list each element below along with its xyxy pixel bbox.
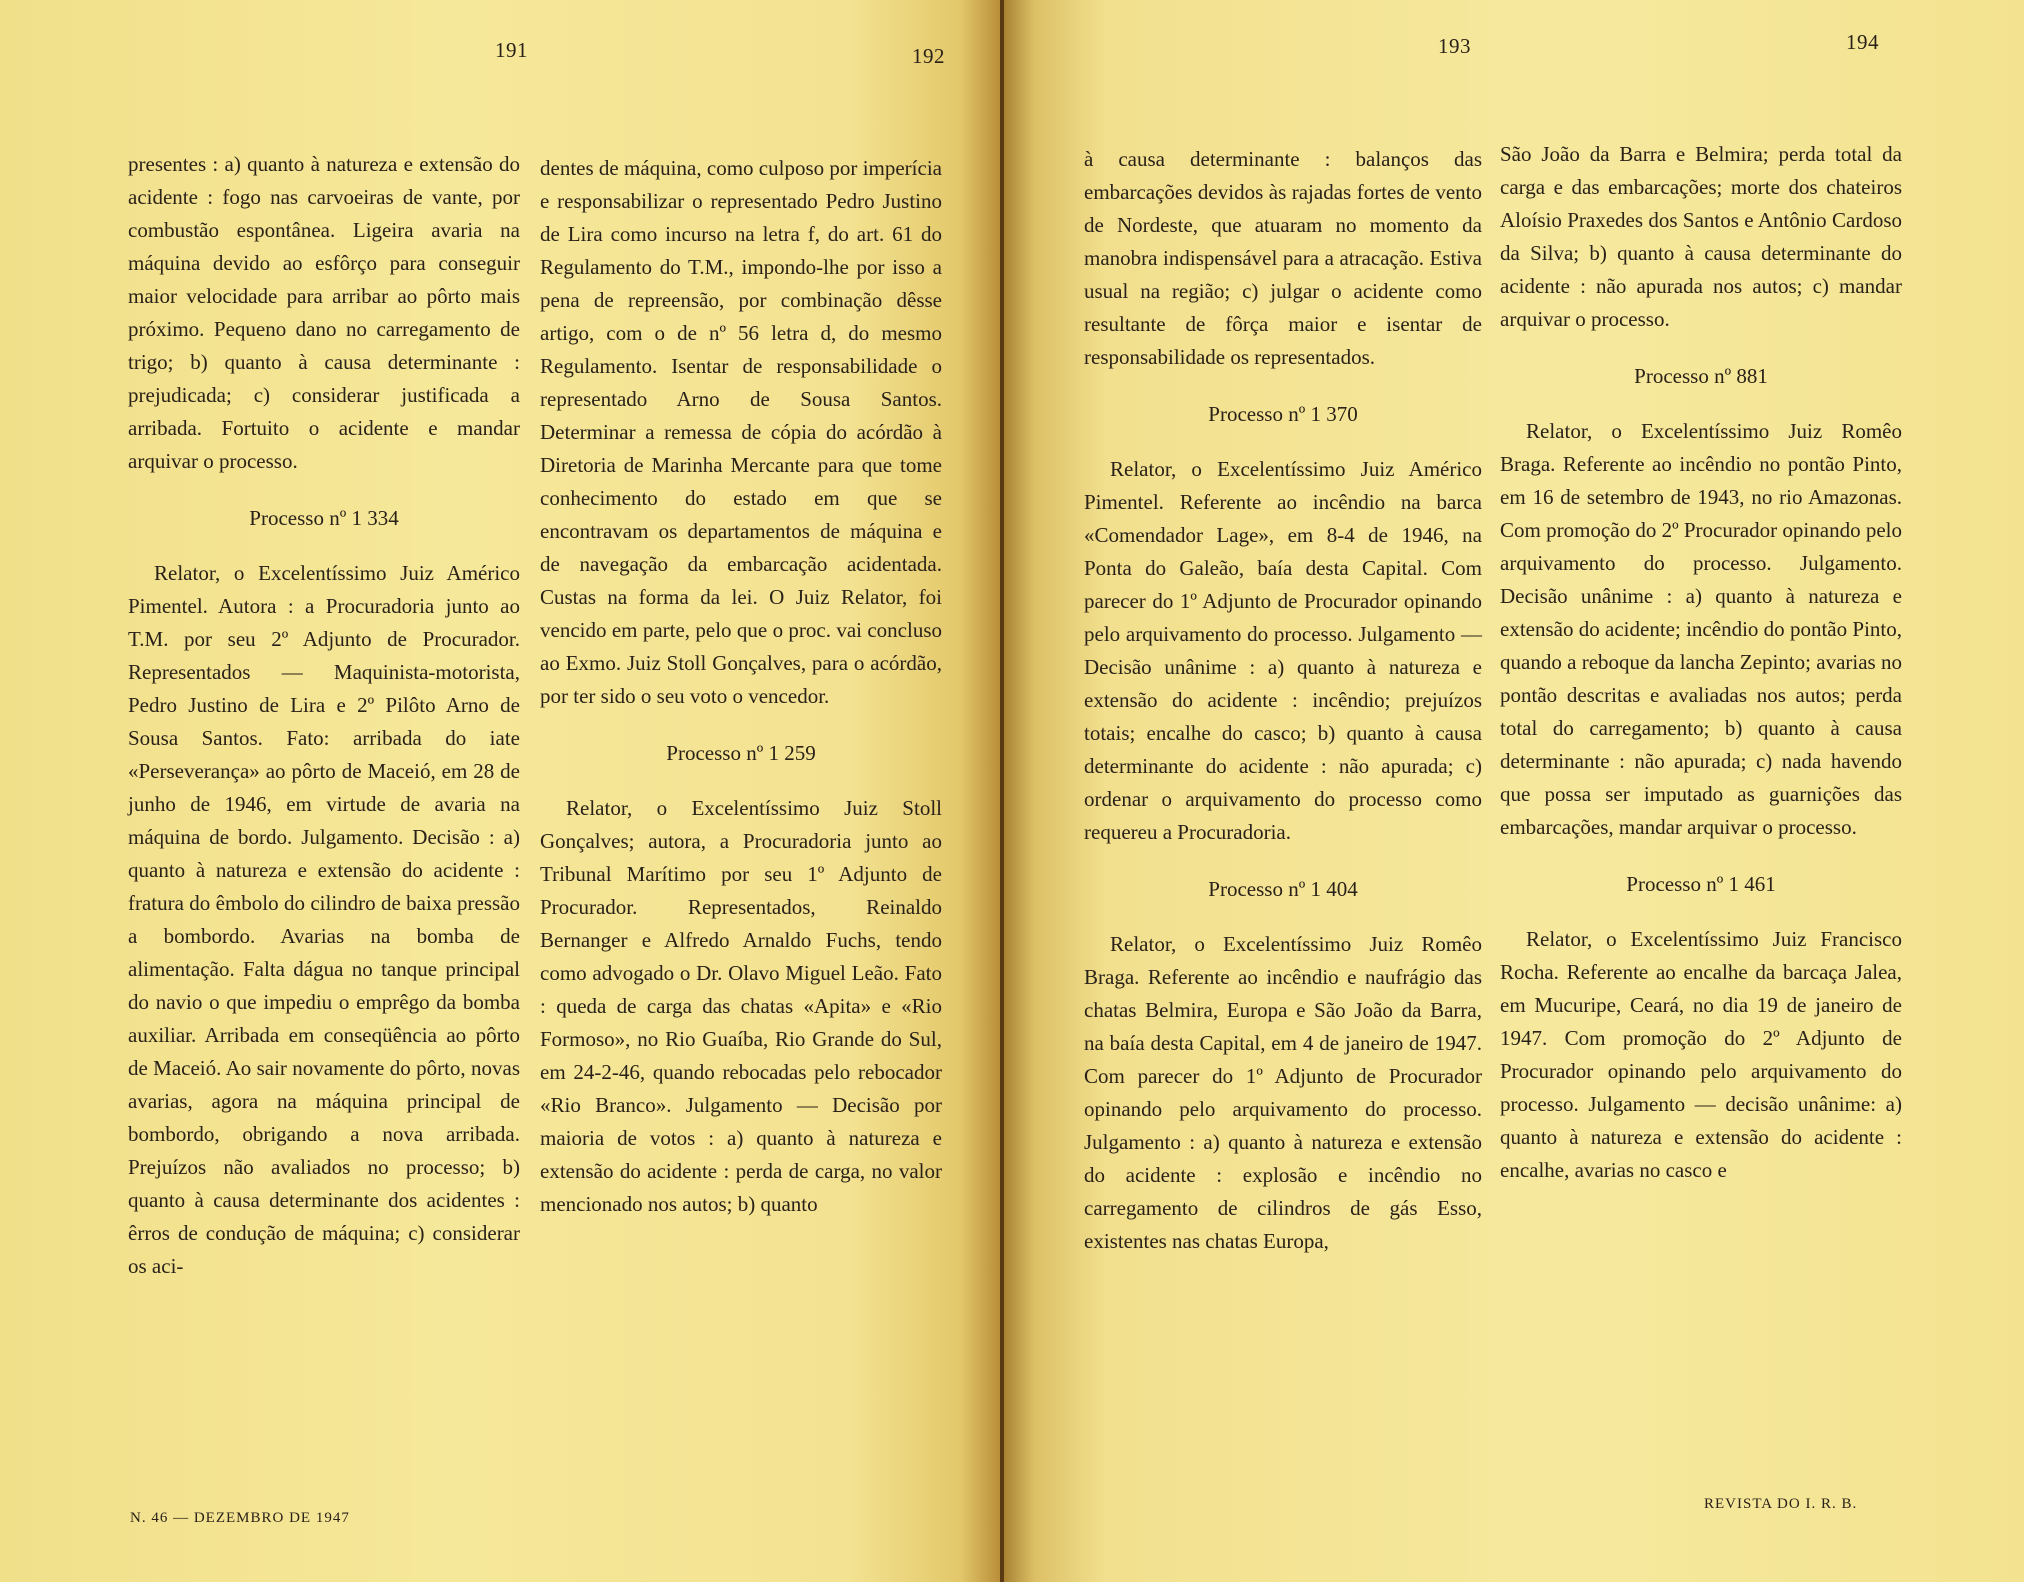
left-page xyxy=(0,0,1000,1582)
paragraph-continuation: à causa determinante : balanços das embarcações devidos às rajadas fortes de vento de Nordeste, que atuaram no momento da manobra indispensável para a atracação. Estiva usual na região; c) julgar o acidente como resultante de fôrça maior e isentar de responsabilidade os representados. xyxy=(1084,147,1482,369)
paragraph-intro: presentes : a) quanto à natureza e extensão do acidente : fogo nas carvoeiras de vante, por combustão espontânea. Ligeira avaria na máquina devido ao esfôrço para conseguir maior velocidade para arribar ao pôrto mais próximo. Pequeno dano no carregamento de trigo; b) quanto à causa determinante : prejudicada; c) considerar justificada a arribada. Fortuito o acidente e mandar arquivar o processo. xyxy=(128,152,520,473)
paragraph-processo-1259: Relator, o Excelentíssimo Juiz Stoll Gonçalves; autora, a Procuradoria junto ao Tribunal Marítimo por seu 1º Adjunto de Procurador. Representados, Reinaldo Bernanger e Alfredo Arnaldo Fuchs, tendo como advogado o Dr. Olavo Miguel Leão. Fato : queda de carga das chatas «Apita» e «Rio Formoso», no Rio Guaíba, Rio Grande do Sul, em 24-2-46, quando rebocadas pelo rebocador «Rio Branco». Julgamento — Decisão por maioria de votos : a) quanto à natureza e extensão do acidente : perda de carga, no valor mencionado nos autos; b) quanto xyxy=(540,796,942,1216)
heading-processo-1370: Processo nº 1 370 xyxy=(1208,402,1358,426)
paragraph-continuation: dentes de máquina, como culposo por imperícia e responsabilizar o representado Pedro Justino de Lira como incurso na letra f, do art. 61 do Regulamento do T.M., impondo-lhe por isso a pena de repreensão, por combinação dêsse artigo, com o de nº 56 letra d, do mesmo Regulamento. Isentar de responsabilidade o representado Arno de Sousa Santos. Determinar a remessa de cópia do acórdão à Diretoria de Marinha Mercante para que tome conhecimento do estado em que se encontravam os departamentos de máquina e de navegação da embarcação acidentada. Custas na forma da lei. O Juiz Relator, foi vencido em parte, pelo que o proc. vai concluso ao Exmo. Juiz Stoll Gonçalves, para o acórdão, por ter sido o seu voto o vencedor. xyxy=(540,156,942,708)
page-number-192: 192 xyxy=(912,44,945,68)
heading-processo-1334: Processo nº 1 334 xyxy=(249,506,399,530)
paragraph-processo-1370: Relator, o Excelentíssimo Juiz Américo Pimentel. Referente ao incêndio na barca «Comendador Lage», em 8-4 de 1946, na Ponta do Galeão, baía desta Capital. Com parecer do 1º Adjunto de Procurador opinando pelo arquivamento do processo. Julgamento — Decisão unânime : a) quanto à natureza e extensão do acidente : incêndio; prejuízos totais; encalhe do casco; b) quanto à causa determinante do acidente : não apurada; c) ordenar o arquivamento do processo como requereu a Procuradoria. xyxy=(1084,457,1482,844)
heading-processo-1461: Processo nº 1 461 xyxy=(1626,872,1776,896)
footer-issue: N. 46 — DEZEMBRO DE 1947 xyxy=(130,1510,350,1526)
paragraph-continuation: São João da Barra e Belmira; perda total da carga e das embarcações; morte dos chateiros Aloísio Praxedes dos Santos e Antônio Cardoso da Silva; b) quanto à causa determinante do acidente : não apurada nos autos; c) mandar arquivar o processo. xyxy=(1500,142,1902,331)
heading-processo-1404: Processo nº 1 404 xyxy=(1208,877,1358,901)
heading-processo-1259: Processo nº 1 259 xyxy=(666,741,816,765)
paragraph-processo-881: Relator, o Excelentíssimo Juiz Romêo Braga. Referente ao incêndio no pontão Pinto, em 16 de setembro de 1943, no rio Amazonas. Com promoção do 2º Procurador opinando pelo arquivamento do processo. Julgamento. Decisão unânime : a) quanto à natureza e extensão do acidente; incêndio do pontão Pinto, quando a reboque da lancha Zepinto; avarias no pontão descritas e avaliadas nos autos; perda total do carregamento; b) quanto à causa determinante : não apurada; c) nada havendo que possa ser imputado as guarnições das embarcações, mandar arquivar o processo. xyxy=(1500,419,1902,839)
column-2 xyxy=(540,152,942,1221)
page-number-194: 194 xyxy=(1846,30,1879,54)
column-3 xyxy=(1084,143,1482,1258)
footer-journal: REVISTA DO I. R. B. xyxy=(1704,1496,1858,1512)
page-number-191: 191 xyxy=(495,38,528,62)
paragraph-processo-1334: Relator, o Excelentíssimo Juiz Américo Pimentel. Autora : a Procuradoria junto ao T.M. por seu 2º Adjunto de Procurador. Representados — Maquinista-motorista, Pedro Justino de Lira e 2º Pilôto Arno de Sousa Santos. Fato: arribada do iate «Perseverança» ao pôrto de Maceió, em 28 de junho de 1946, em virtude de avaria na máquina de bordo. Julgamento. Decisão : a) quanto à natureza e extensão do acidente : fratura do êmbolo do cilindro de baixa pressão a bombordo. Avarias na bomba de alimentação. Falta dágua no tanque principal do navio o que impediu o emprêgo da bomba auxiliar. Arribada em conseqüência ao pôrto de Maceió. Ao sair novamente do pôrto, novas avarias, agora na máquina principal de bombordo, obrigando a nova arribada. Prejuízos não avaliados no processo; b) quanto à causa determinante dos acidentes : êrros de condução de máquina; c) considerar os aci- xyxy=(128,561,520,1278)
page-number-193: 193 xyxy=(1438,34,1471,58)
column-1 xyxy=(128,148,520,1283)
heading-processo-881: Processo nº 881 xyxy=(1634,364,1768,388)
right-page xyxy=(1004,0,2024,1582)
paragraph-processo-1404: Relator, o Excelentíssimo Juiz Romêo Braga. Referente ao incêndio e naufrágio das chatas Belmira, Europa e São João da Barra, na baía desta Capital, em 4 de janeiro de 1947. Com parecer do 1º Adjunto de Procurador opinando pelo arquivamento do processo. Julgamento : a) quanto à natureza e extensão do acidente : explosão e incêndio no carregamento de cilindros de gás Esso, existentes nas chatas Europa, xyxy=(1084,932,1482,1253)
column-4 xyxy=(1500,138,1902,1187)
paragraph-processo-1461: Relator, o Excelentíssimo Juiz Francisco Rocha. Referente ao encalhe da barcaça Jalea, em Mucuripe, Ceará, no dia 19 de janeiro de 1947. Com promoção do 2º Adjunto de Procurador opinando pelo arquivamento do processo. Julgamento — decisão unânime: a) quanto à natureza e extensão do acidente : encalhe, avarias no casco e xyxy=(1500,927,1902,1182)
